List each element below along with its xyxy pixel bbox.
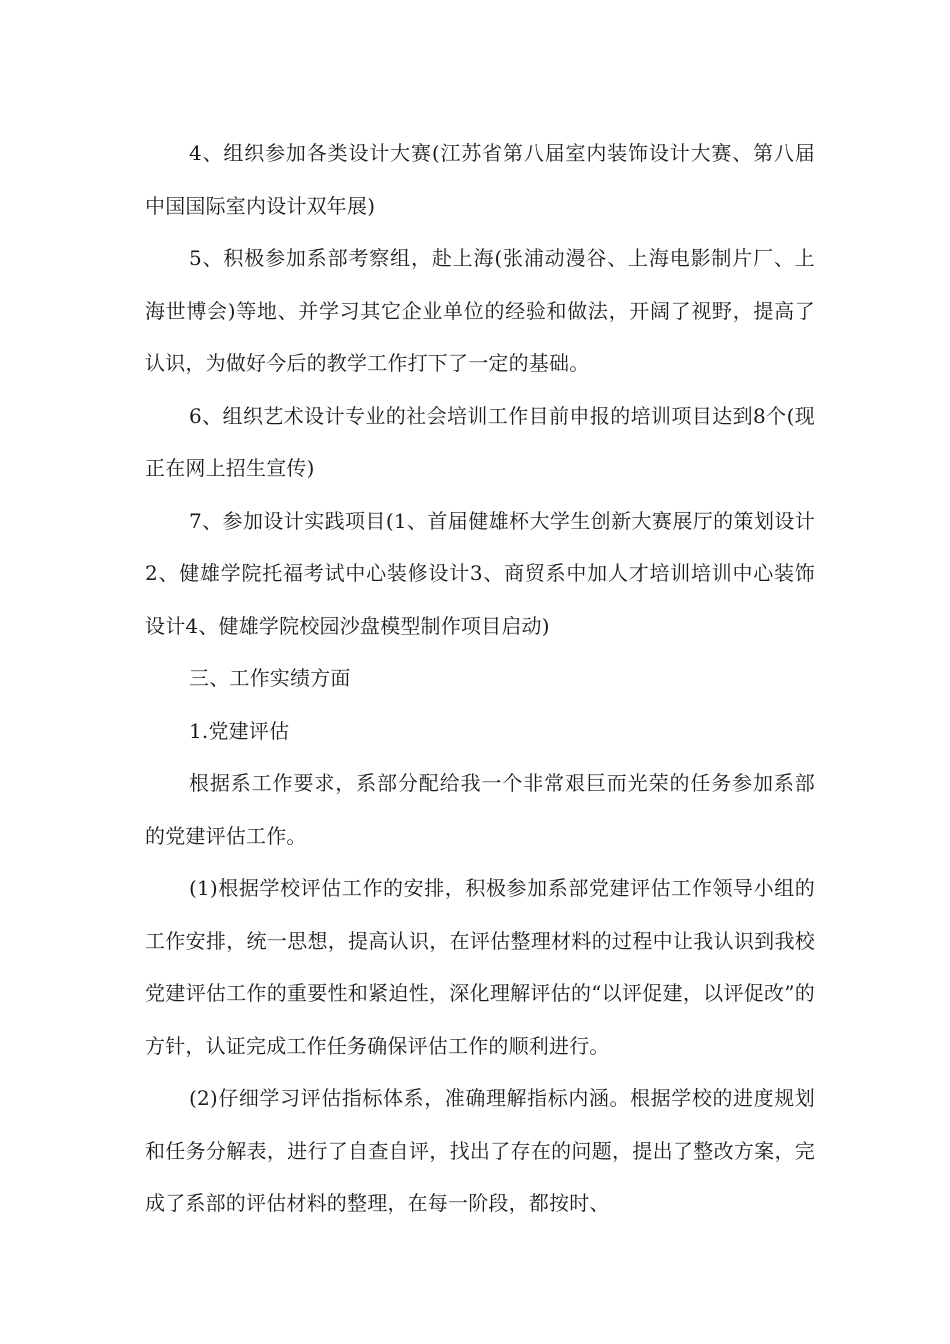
paragraph-point-1: (1)根据学校评估工作的安排，积极参加系部党建评估工作领导小组的工作安排，统一思想，提高认识，在评估整理材料的过程中让我认识到我校党建评估工作的重要性和紧迫性，深化理解评估的“以评促建，以评促改”的方针，认证完成工作任务确保评估工作的顺利进行。 <box>145 876 815 1058</box>
section-heading: 三、工作实绩方面 <box>189 666 351 690</box>
paragraph-intro: 根据系工作要求，系部分配给我一个非常艰巨而光荣的任务参加系部的党建评估工作。 <box>145 771 815 848</box>
paragraph-item-5: 5、积极参加系部考察组，赴上海(张浦动漫谷、上海电影制片厂、上海世博会)等地、并学习其它企业单位的经验和做法，开阔了视野，提高了认识，为做好今后的教学工作打下了一定的基础。 <box>145 246 815 375</box>
document-body <box>145 127 815 1230</box>
paragraph-item-6: 6、组织艺术设计专业的社会培训工作目前申报的培训项目达到8个(现正在网上招生宣传) <box>145 403 815 480</box>
subsection-heading: 1.党建评估 <box>189 718 290 743</box>
paragraph-item-7: 7、参加设计实践项目(1、首届健雄杯大学生创新大赛展厅的策划设计2、健雄学院托福考试中心装修设计3、商贸系中加人才培训培训中心装饰设计4、健雄学院校园沙盘模型制作项目启动) <box>145 508 815 638</box>
paragraph-item-4: 4、组织参加各类设计大赛(江苏省第八届室内装饰设计大赛、第八届中国国际室内设计双年展) <box>145 141 815 218</box>
paragraph-point-2: (2)仔细学习评估指标体系，准确理解指标内涵。根据学校的进度规划和任务分解表，进行了自查自评，找出了存在的问题，提出了整改方案，完成了系部的评估材料的整理，在每一阶段，都按时、 <box>145 1086 815 1215</box>
